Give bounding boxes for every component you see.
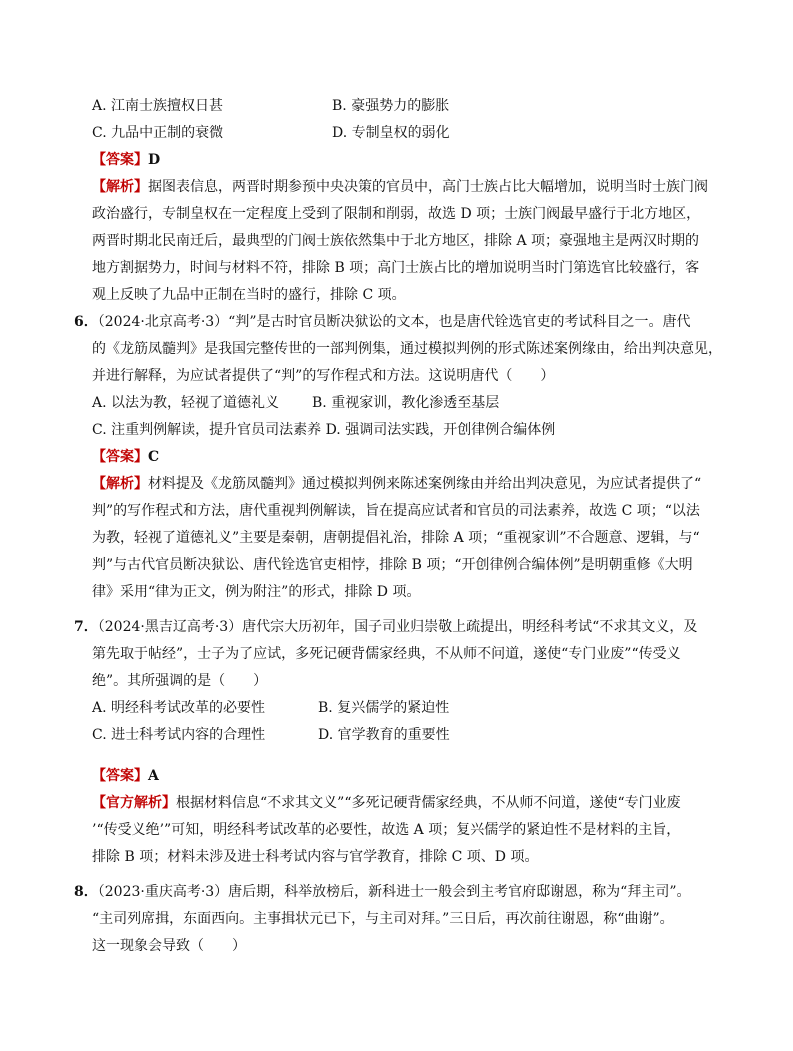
q7-stem-line: 第先取于帖经”，士子为了应试，多死记硬背儒家经典，不从师不问道，遂使“专门业废”“传受义 <box>92 646 681 662</box>
q5-option-c: C. 九品中正制的衰微 <box>92 125 224 141</box>
question-number: 7． <box>74 619 98 635</box>
q5-option-a: A. 江南士族擅权日甚 <box>92 98 224 114</box>
q6-analysis-line: 判”与古代官员断决狱讼、唐代铨选官吏相悖，排除 B 项；“开创律例合编体例”是明朝重修《大明 <box>92 557 693 573</box>
q6-option-cd: C. 注重判例解读，提升官员司法素养 D. 强调司法实践，开创律例合编体例 <box>92 422 556 438</box>
q5-analysis-line: 两晋时期北民南迁后，最典型的门阀士族依然集中于北方地区，排除 A 项；豪强地主是两汉时期的 <box>92 233 700 249</box>
q8-stem-line: 这一现象会导致（ ） <box>92 938 246 954</box>
q5-analysis-line: 观上反映了九品中正制在当时的盛行，排除 C 项。 <box>92 287 406 303</box>
analysis-text: 根据材料信息“不求其文义”“多死记硬背儒家经典，不从师不问道，遂使“专门业废 <box>176 795 681 811</box>
q5-option-d: D. 专制皇权的弱化 <box>332 125 450 141</box>
q7-analysis-line <box>92 793 681 813</box>
q6-option-b: B. 重视家训，教化渗透至基层 <box>312 395 500 411</box>
q5-answer <box>92 150 160 170</box>
answer-value: D <box>148 152 161 168</box>
question-number: 6． <box>74 314 98 330</box>
q6-analysis-line: 为教，轻视了道德礼义”主要是秦朝，唐朝提倡礼治，排除 A 项；“重视家训”不合题意、逻辑，与“ <box>92 530 700 546</box>
question-stem: （2024·北京高考·3）“判”是古时官员断决狱讼的文本，也是唐代铨选官吏的考试科目之一。唐代 <box>97 314 691 330</box>
q6-analysis-line: 律》采用“律为正文，例为附注”的形式，排除 D 项。 <box>92 584 421 600</box>
q6-stem-line: 并进行解释，为应试者提供了“判”的写作程式和方法。这说明唐代（ ） <box>92 368 555 384</box>
q5-option-b: B. 豪强势力的膨胀 <box>332 98 450 114</box>
q6-answer <box>92 447 159 467</box>
q5-analysis-line: 政治盛行，专制皇权在一定程度上受到了限制和削弱，故选 D 项；士族门阀最早盛行于北方地区， <box>92 206 701 222</box>
analysis-text: 据图表信息，两晋时期参预中央决策的官员中，高门士族占比大幅增加，说明当时士族门阀 <box>148 179 708 195</box>
answer-tag: 【答案】 <box>92 768 148 784</box>
question-stem: （2023·重庆高考·3）唐后期，科举放榜后，新科进士一般会到主考官府邸谢恩，称为“拜主司”。 <box>97 884 691 900</box>
q7-option-d: D. 官学教育的重要性 <box>318 727 450 743</box>
q6-option-a: A. 以法为教，轻视了道德礼义 <box>92 395 280 411</box>
q7-answer <box>92 766 159 786</box>
q7-stem-line <box>74 617 697 637</box>
q6-analysis-line <box>92 474 701 494</box>
q5-analysis-line <box>92 177 708 197</box>
answer-tag: 【答案】 <box>92 449 148 465</box>
answer-value: C <box>148 449 160 465</box>
question-stem: （2024·黑吉辽高考·3）唐代宗大历初年，国子司业归崇敬上疏提出，明经科考试“不求其文义，及 <box>97 619 698 635</box>
analysis-tag: 【解析】 <box>92 179 148 195</box>
answer-value: A <box>148 768 159 784</box>
answer-tag: 【答案】 <box>92 152 148 168</box>
q6-stem-line <box>74 312 691 332</box>
q7-option-c: C. 进士科考试内容的合理性 <box>92 727 266 743</box>
q7-option-a: A. 明经科考试改革的必要性 <box>92 700 266 716</box>
q8-stem-line <box>74 882 691 902</box>
q6-analysis-line: 判”的写作程式和方法，唐代重视判例解读，旨在提高应试者和官员的司法素养，故选 C 项；“以法 <box>92 503 700 519</box>
question-number: 8． <box>74 884 98 900</box>
q6-stem-line: 的《龙筋凤髓判》是我国完整传世的一部判例集，通过模拟判例的形式陈述案例缘由，给出判决意见， <box>92 341 722 357</box>
q7-analysis-line: ’“传受义绝’”可知，明经科考试改革的必要性，故选 A 项；复兴儒学的紧迫性不是材料的主旨， <box>92 822 681 838</box>
analysis-tag: 【官方解析】 <box>92 795 176 811</box>
q5-analysis-line: 地方割据势力，时间与材料不符，排除 B 项；高门士族占比的增加说明当时门第选官比较盛行，客 <box>92 260 700 276</box>
analysis-text: 材料提及《龙筋凤髓判》通过模拟判例来陈述案例缘由并给出判决意见，为应试者提供了“ <box>148 476 702 492</box>
q7-option-b: B. 复兴儒学的紧迫性 <box>318 700 450 716</box>
analysis-tag: 【解析】 <box>92 476 148 492</box>
q8-stem-line: “主司列席揖，东面西向。主事揖状元已下，与主司对拜。”三日后，再次前往谢恩，称“曲谢”。 <box>92 911 674 927</box>
q7-stem-line: 绝”。其所强调的是（ ） <box>92 673 268 689</box>
q7-analysis-line: 排除 B 项；材料未涉及进士科考试内容与官学教育，排除 C 项、D 项。 <box>92 849 539 865</box>
